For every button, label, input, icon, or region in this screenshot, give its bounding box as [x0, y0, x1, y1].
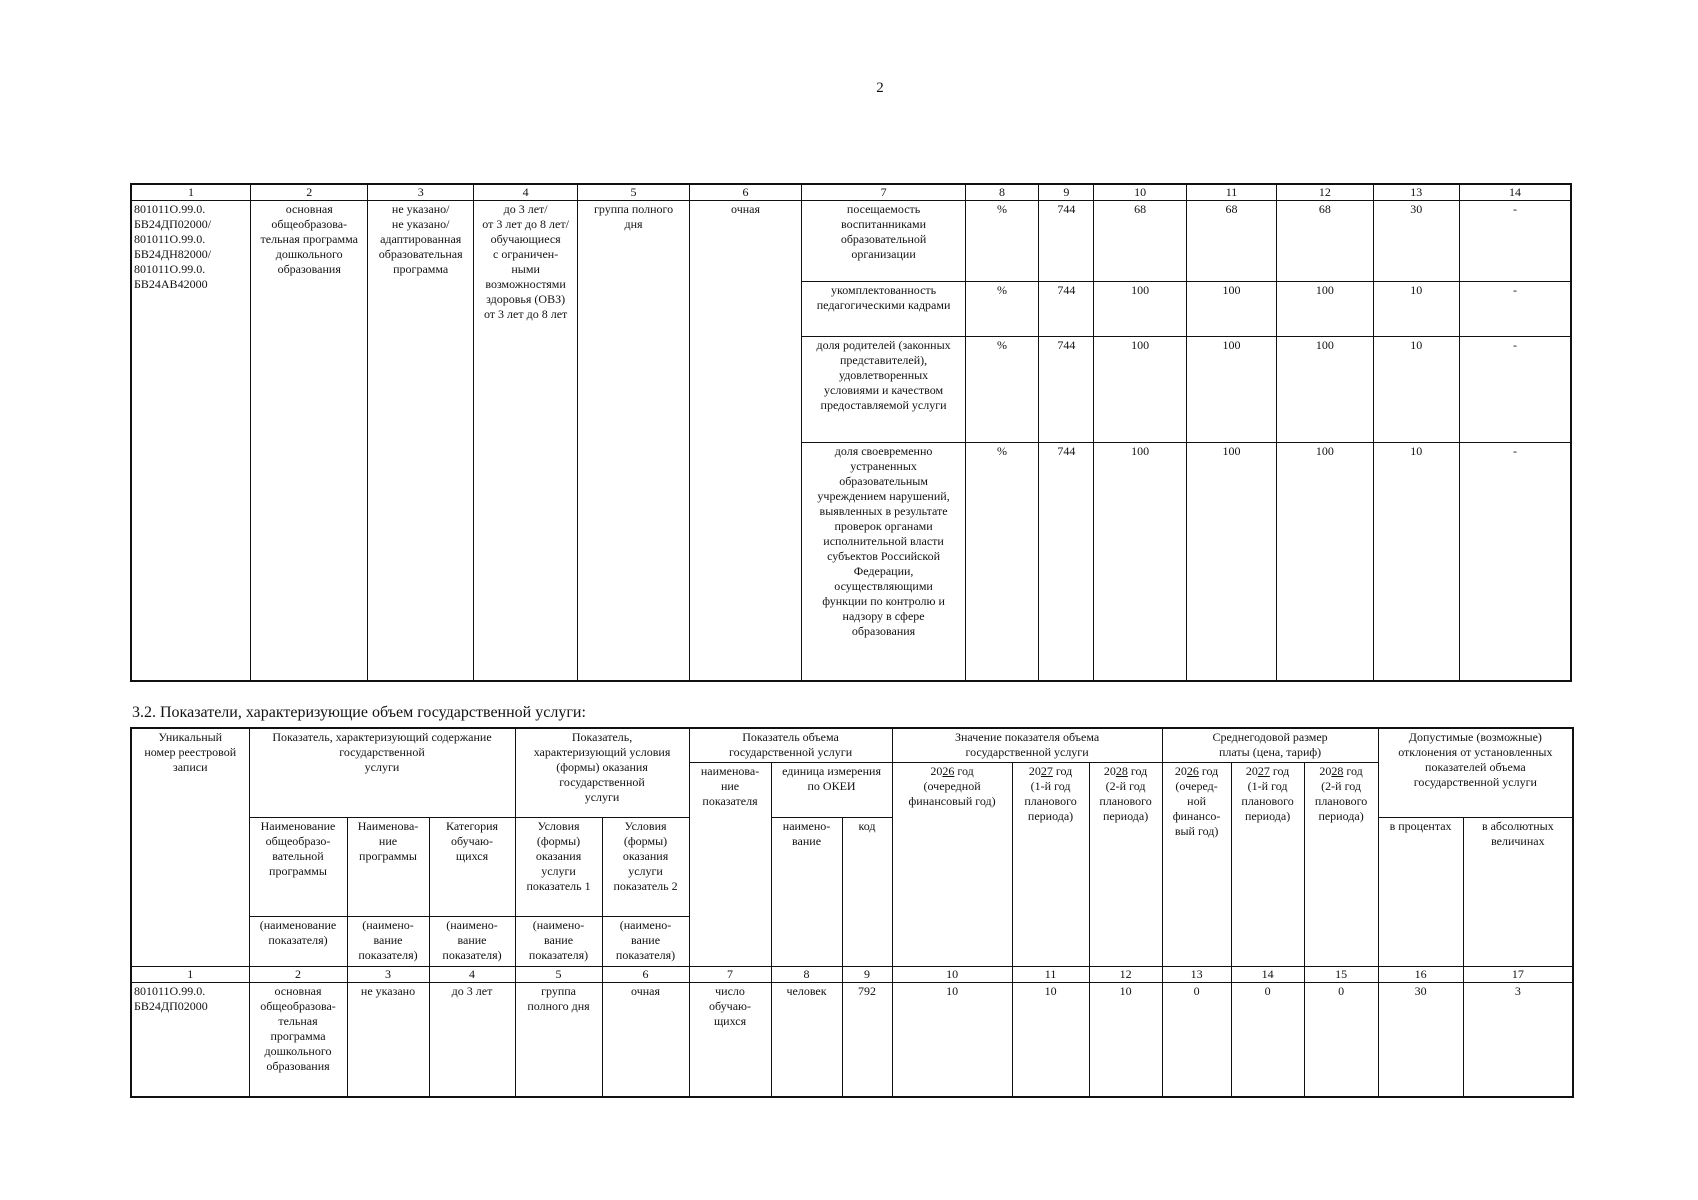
col-num: 16 — [1378, 966, 1463, 982]
col-num: 8 — [771, 966, 842, 982]
header-indicator-label: (наимено- вание показателя) — [347, 916, 429, 966]
year-prefix: 20 — [1103, 763, 1116, 778]
age-cell: до 3 лет/ от 3 лет до 8 лет/ обучающиеся с ограничен- ными возможностями здоровья (ОВЗ) от 3 лет до 8 лет — [473, 201, 577, 681]
header-row — [131, 728, 1573, 762]
header-fee-year1 — [1162, 762, 1231, 966]
header-value-year2 — [1012, 762, 1089, 966]
header-value-year1 — [892, 762, 1012, 966]
col-num: 11 — [1186, 184, 1276, 201]
header-unit: единица измерения по ОКЕИ — [771, 762, 892, 817]
header-sub-condition2: Условия (формы) оказания услуги показатель 2 — [602, 817, 689, 916]
column-number-row — [131, 184, 1571, 201]
unit-cell: % — [965, 201, 1038, 282]
value-cell: 10 — [892, 982, 1012, 1097]
header-unit-name: наимено- вание — [771, 817, 842, 966]
condition-cell: группа полного дня — [515, 982, 602, 1097]
deviation-cell: 10 — [1373, 282, 1459, 337]
year-caption: год (1-й год планового периода) — [1241, 763, 1294, 823]
col-num: 2 — [249, 966, 347, 982]
col-num: 14 — [1231, 966, 1304, 982]
col-num: 3 — [347, 966, 429, 982]
year-suffix: 28 — [1331, 763, 1344, 778]
code-cell: 744 — [1039, 201, 1094, 282]
table-row — [131, 201, 1571, 282]
code-cell: 744 — [1039, 443, 1094, 681]
year-suffix: 27 — [1257, 763, 1270, 778]
header-sub-name: Наименова- ние программы — [347, 817, 429, 916]
unit-cell: % — [965, 282, 1038, 337]
year-caption: год (очеред- ной финансо- вый год) — [1172, 763, 1221, 838]
header-indicator-label: (наимено- вание показателя) — [515, 916, 602, 966]
header-volume: Показатель объема государственной услуги — [689, 728, 892, 762]
program-cell: основная общеобразова- тельная программа дошкольного образования — [250, 201, 367, 681]
value-cell: 100 — [1186, 443, 1276, 681]
col-num: 13 — [1162, 966, 1231, 982]
form-cell: очная — [689, 201, 801, 681]
col-num: 2 — [250, 184, 367, 201]
value-cell: 100 — [1277, 282, 1373, 337]
header-indicator-label: (наимено- вание показателя) — [429, 916, 515, 966]
deviation-cell: 30 — [1378, 982, 1463, 1097]
year-caption: год (1-й год планового периода) — [1024, 763, 1077, 823]
col-num: 10 — [892, 966, 1012, 982]
col-num: 9 — [1039, 184, 1094, 201]
value-cell: 100 — [1186, 282, 1276, 337]
header-dev-pct: в процентах — [1378, 817, 1463, 966]
header-conditions: Показатель, характеризующий условия (формы) оказания государственной услуги — [515, 728, 689, 817]
year-prefix: 20 — [1028, 763, 1041, 778]
fee-cell: 0 — [1231, 982, 1304, 1097]
header-volume-name: наименова- ние показателя — [689, 762, 771, 966]
indicator-cell: число обучаю- щихся — [689, 982, 771, 1097]
value-cell: 10 — [1012, 982, 1089, 1097]
header-values: Значение показателя объема государственной услуги — [892, 728, 1162, 762]
header-content: Показатель, характеризующий содержание государственной услуги — [249, 728, 515, 817]
header-sub-category: Категория обучаю- щихся — [429, 817, 515, 916]
indicator-name: доля своевременно устраненных образовательным учреждением нарушений, выявленных в результате проверок органами исполнительной власти субъектов Российской Федерации, осуществляющими функции по контролю и надзору в сфере образования — [802, 443, 966, 681]
header-record-id: Уникальный номер реестровой записи — [131, 728, 249, 966]
col-num: 1 — [131, 966, 249, 982]
deviation-cell: 30 — [1373, 201, 1459, 282]
col-num: 5 — [578, 184, 689, 201]
col-num: 13 — [1373, 184, 1459, 201]
header-deviation: Допустимые (возможные) отклонения от установленных показателей объема государственной услуги — [1378, 728, 1573, 817]
header-sub-program: Наименование общеобразо- вательной программы — [249, 817, 347, 916]
year-prefix: 20 — [1319, 763, 1332, 778]
deviation-cell: 10 — [1373, 443, 1459, 681]
program-cell: основная общеобразова- тельная программа дошкольного образования — [249, 982, 347, 1097]
indicator-name: укомплектованность педагогическими кадрами — [802, 282, 966, 337]
col-num: 10 — [1094, 184, 1186, 201]
value-cell: 100 — [1094, 337, 1186, 443]
year-suffix: 28 — [1115, 763, 1128, 778]
col-num: 4 — [473, 184, 577, 201]
value-cell: 100 — [1277, 337, 1373, 443]
year-suffix: 26 — [1186, 763, 1199, 778]
col-num: 7 — [689, 966, 771, 982]
code-cell: 792 — [842, 982, 892, 1097]
year-caption: год (очередной финансовый год) — [908, 763, 996, 808]
header-indicator-label: (наименование показателя) — [249, 916, 347, 966]
col-num: 12 — [1277, 184, 1373, 201]
value-cell: 68 — [1186, 201, 1276, 282]
header-value-year3 — [1089, 762, 1162, 966]
col-num: 4 — [429, 966, 515, 982]
header-indicator-label: (наимено- вание показателя) — [602, 916, 689, 966]
year-suffix: 26 — [942, 763, 955, 778]
condition-cell: группа полного дня — [578, 201, 689, 681]
age-cell: до 3 лет — [429, 982, 515, 1097]
unit-cell: человек — [771, 982, 842, 1097]
col-num: 5 — [515, 966, 602, 982]
header-sub-condition1: Условия (формы) оказания услуги показатель 1 — [515, 817, 602, 916]
volume-indicators-table — [130, 727, 1574, 1098]
col-num: 11 — [1012, 966, 1089, 982]
header-fee-year2 — [1231, 762, 1304, 966]
col-num: 9 — [842, 966, 892, 982]
record-id-cell: 801011О.99.0. БВ24ДП02000/ 801011О.99.0. БВ24ДН82000/ 801011О.99.0. БВ24АВ42000 — [131, 201, 250, 681]
abs-deviation-cell: - — [1459, 337, 1571, 443]
value-cell: 10 — [1089, 982, 1162, 1097]
code-cell: 744 — [1039, 282, 1094, 337]
header-unit-code: код — [842, 817, 892, 966]
col-num: 14 — [1459, 184, 1571, 201]
year-caption: год (2-й год планового периода) — [1099, 763, 1152, 823]
col-num: 6 — [602, 966, 689, 982]
col-num: 3 — [368, 184, 473, 201]
col-num: 7 — [802, 184, 966, 201]
col-num: 12 — [1089, 966, 1162, 982]
abs-deviation-cell: - — [1459, 282, 1571, 337]
fee-cell: 0 — [1162, 982, 1231, 1097]
abs-deviation-cell: - — [1459, 201, 1571, 282]
code-cell: 744 — [1039, 337, 1094, 443]
indicator-name: посещаемость воспитанниками образовательной организации — [802, 201, 966, 282]
header-fee-year3 — [1304, 762, 1378, 966]
column-number-row — [131, 966, 1573, 982]
page-number: 2 — [876, 80, 884, 96]
value-cell: 100 — [1186, 337, 1276, 443]
abs-deviation-cell: 3 — [1463, 982, 1573, 1097]
deviation-cell: 10 — [1373, 337, 1459, 443]
unit-cell: % — [965, 443, 1038, 681]
value-cell: 100 — [1094, 443, 1186, 681]
value-cell: 100 — [1277, 443, 1373, 681]
table-row — [131, 982, 1573, 1097]
col-num: 15 — [1304, 966, 1378, 982]
year-prefix: 20 — [1174, 763, 1187, 778]
col-num: 17 — [1463, 966, 1573, 982]
year-caption: год (2-й год планового периода) — [1314, 763, 1368, 823]
col-num: 6 — [689, 184, 801, 201]
header-fee: Среднегодовой размер платы (цена, тариф) — [1162, 728, 1378, 762]
section-title: 3.2. Показатели, характеризующие объем государственной услуги: — [132, 704, 586, 721]
unit-cell: % — [965, 337, 1038, 443]
header-dev-abs: в абсолютных величинах — [1463, 817, 1573, 966]
record-id-cell: 801011О.99.0. БВ24ДП02000 — [131, 982, 249, 1097]
indicator-name: доля родителей (законных представителей), удовлетворенных условиями и качеством предоставляемой услуги — [802, 337, 966, 443]
category-cell: не указано/ не указано/ адаптированная образовательная программа — [368, 201, 473, 681]
category-cell: не указано — [347, 982, 429, 1097]
value-cell: 68 — [1277, 201, 1373, 282]
value-cell: 100 — [1094, 282, 1186, 337]
form-cell: очная — [602, 982, 689, 1097]
fee-cell: 0 — [1304, 982, 1378, 1097]
quality-indicators-table — [130, 183, 1572, 682]
abs-deviation-cell: - — [1459, 443, 1571, 681]
year-prefix: 20 — [1245, 763, 1258, 778]
year-suffix: 27 — [1040, 763, 1053, 778]
year-prefix: 20 — [930, 763, 943, 778]
value-cell: 68 — [1094, 201, 1186, 282]
col-num: 8 — [965, 184, 1038, 201]
col-num: 1 — [131, 184, 250, 201]
